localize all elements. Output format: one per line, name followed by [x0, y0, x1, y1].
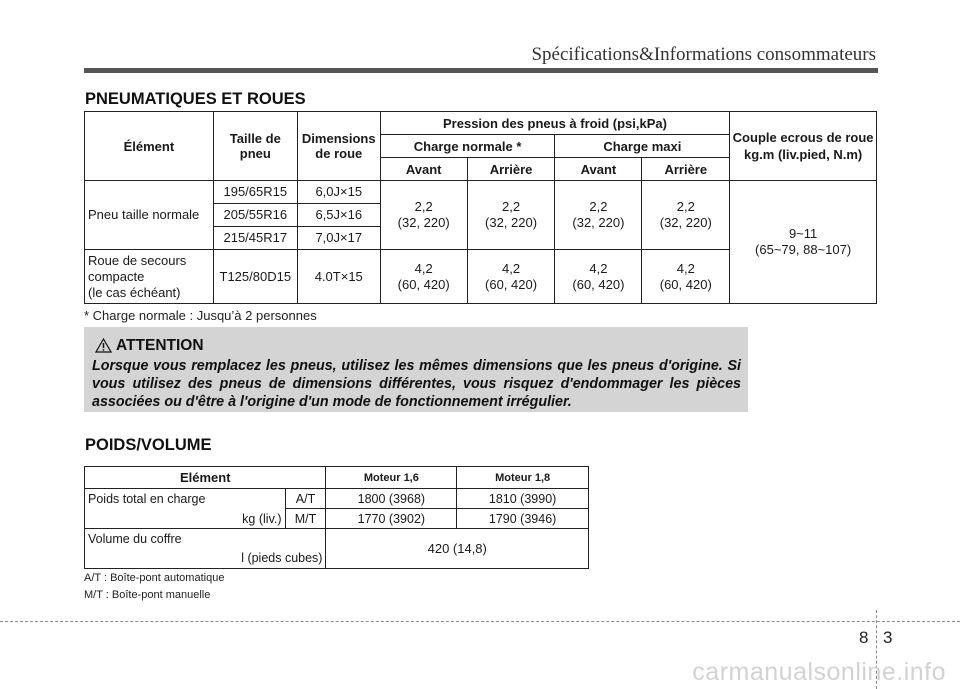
pressure-cell: 2,2 (32, 220) — [467, 181, 555, 250]
footnote-at: A/T : Boîte-pont automatique — [84, 572, 225, 584]
th-element: Elément — [85, 467, 326, 489]
th-engine-18: Moteur 1,8 — [457, 467, 589, 489]
pressure-cell: 2,2 (32, 220) — [642, 181, 730, 250]
spare-pressure-cell: 4,2 (60, 420) — [467, 250, 555, 304]
pressure-cell: 2,2 (32, 220) — [555, 181, 642, 250]
chapter-number: 8 — [859, 628, 869, 647]
spare-tire-size: T125/80D15 — [213, 250, 297, 304]
weight-value: 1790 (3946) — [457, 509, 589, 529]
th-rear: Arrière — [467, 158, 555, 181]
load-note: * Charge normale : Jusqu’à 2 personnes — [84, 308, 317, 323]
th-normal-load: Charge normale * — [380, 135, 555, 158]
th-torque: Couple ecrous de roue kg.m (liv.pied, N.m) — [730, 112, 877, 181]
torque-cell: 9~11 (65~79, 88~107) — [730, 181, 877, 304]
weight-section-title: POIDS/VOLUME — [85, 436, 212, 454]
spare-tire-label: Roue de secours compacte (le cas échéant) — [85, 250, 214, 304]
th-front: Avant — [555, 158, 642, 181]
tires-section-title: PNEUMATIQUES ET ROUES — [85, 90, 306, 108]
th-front: Avant — [380, 158, 467, 181]
trunk-volume-label: Volume du coffre l (pieds cubes) — [85, 529, 326, 569]
tire-size: 215/45R17 — [213, 227, 297, 250]
watermark: carmanualsonline.info — [692, 658, 946, 686]
pressure-cell: 2,2 (32, 220) — [380, 181, 467, 250]
spare-pressure-cell: 4,2 (60, 420) — [555, 250, 642, 304]
header-rule — [84, 68, 878, 73]
tire-size: 195/65R15 — [213, 181, 297, 204]
weight-value: 1800 (3968) — [326, 489, 457, 509]
weight-table — [84, 466, 589, 569]
th-tire-size: Taille de pneu — [213, 112, 297, 181]
attention-text: Lorsque vous remplacez les pneus, utilisez les mêmes dimensions que les pneus d'origine. Si vous utilisez des pneus de dimensions différentes, vous risquez d'endommager les pièces associées ou d'être à l'origine d'un mode de fonctionnement irrégulier. — [92, 358, 741, 410]
weight-value: 1810 (3990) — [457, 489, 589, 509]
spare-wheel-dims: 4.0T×15 — [297, 250, 380, 304]
th-engine-16: Moteur 1,6 — [326, 467, 457, 489]
weight-value: 1770 (3902) — [326, 509, 457, 529]
footnote-mt: M/T : Boîte-pont manuelle — [84, 589, 211, 601]
spare-pressure-cell: 4,2 (60, 420) — [380, 250, 467, 304]
spare-pressure-cell: 4,2 (60, 420) — [642, 250, 730, 304]
transmission-cell: M/T — [285, 509, 326, 529]
total-weight-label: Poids total en charge kg (liv.) — [85, 489, 286, 529]
trunk-volume-value: 420 (14,8) — [326, 529, 589, 569]
transmission-cell: A/T — [285, 489, 326, 509]
th-pressure: Pression des pneus à froid (psi,kPa) — [380, 112, 729, 135]
section-header-title: Spécifications&Informations consommateurs — [531, 44, 876, 65]
warning-icon — [95, 338, 112, 353]
wheel-dims: 7,0J×17 — [297, 227, 380, 250]
footer-divider — [0, 621, 960, 622]
attention-box — [84, 327, 748, 412]
th-wheel-dims: Dimensions de roue — [297, 112, 380, 181]
wheel-dims: 6,0J×15 — [297, 181, 380, 204]
th-max-load: Charge maxi — [555, 135, 730, 158]
page-number: 3 — [883, 628, 893, 647]
tires-table — [84, 111, 877, 304]
normal-tire-label: Pneu taille normale — [85, 181, 214, 250]
th-element: Élément — [85, 112, 214, 181]
attention-title: ATTENTION — [116, 337, 204, 354]
th-rear: Arrière — [642, 158, 730, 181]
tire-size: 205/55R16 — [213, 204, 297, 227]
wheel-dims: 6,5J×16 — [297, 204, 380, 227]
